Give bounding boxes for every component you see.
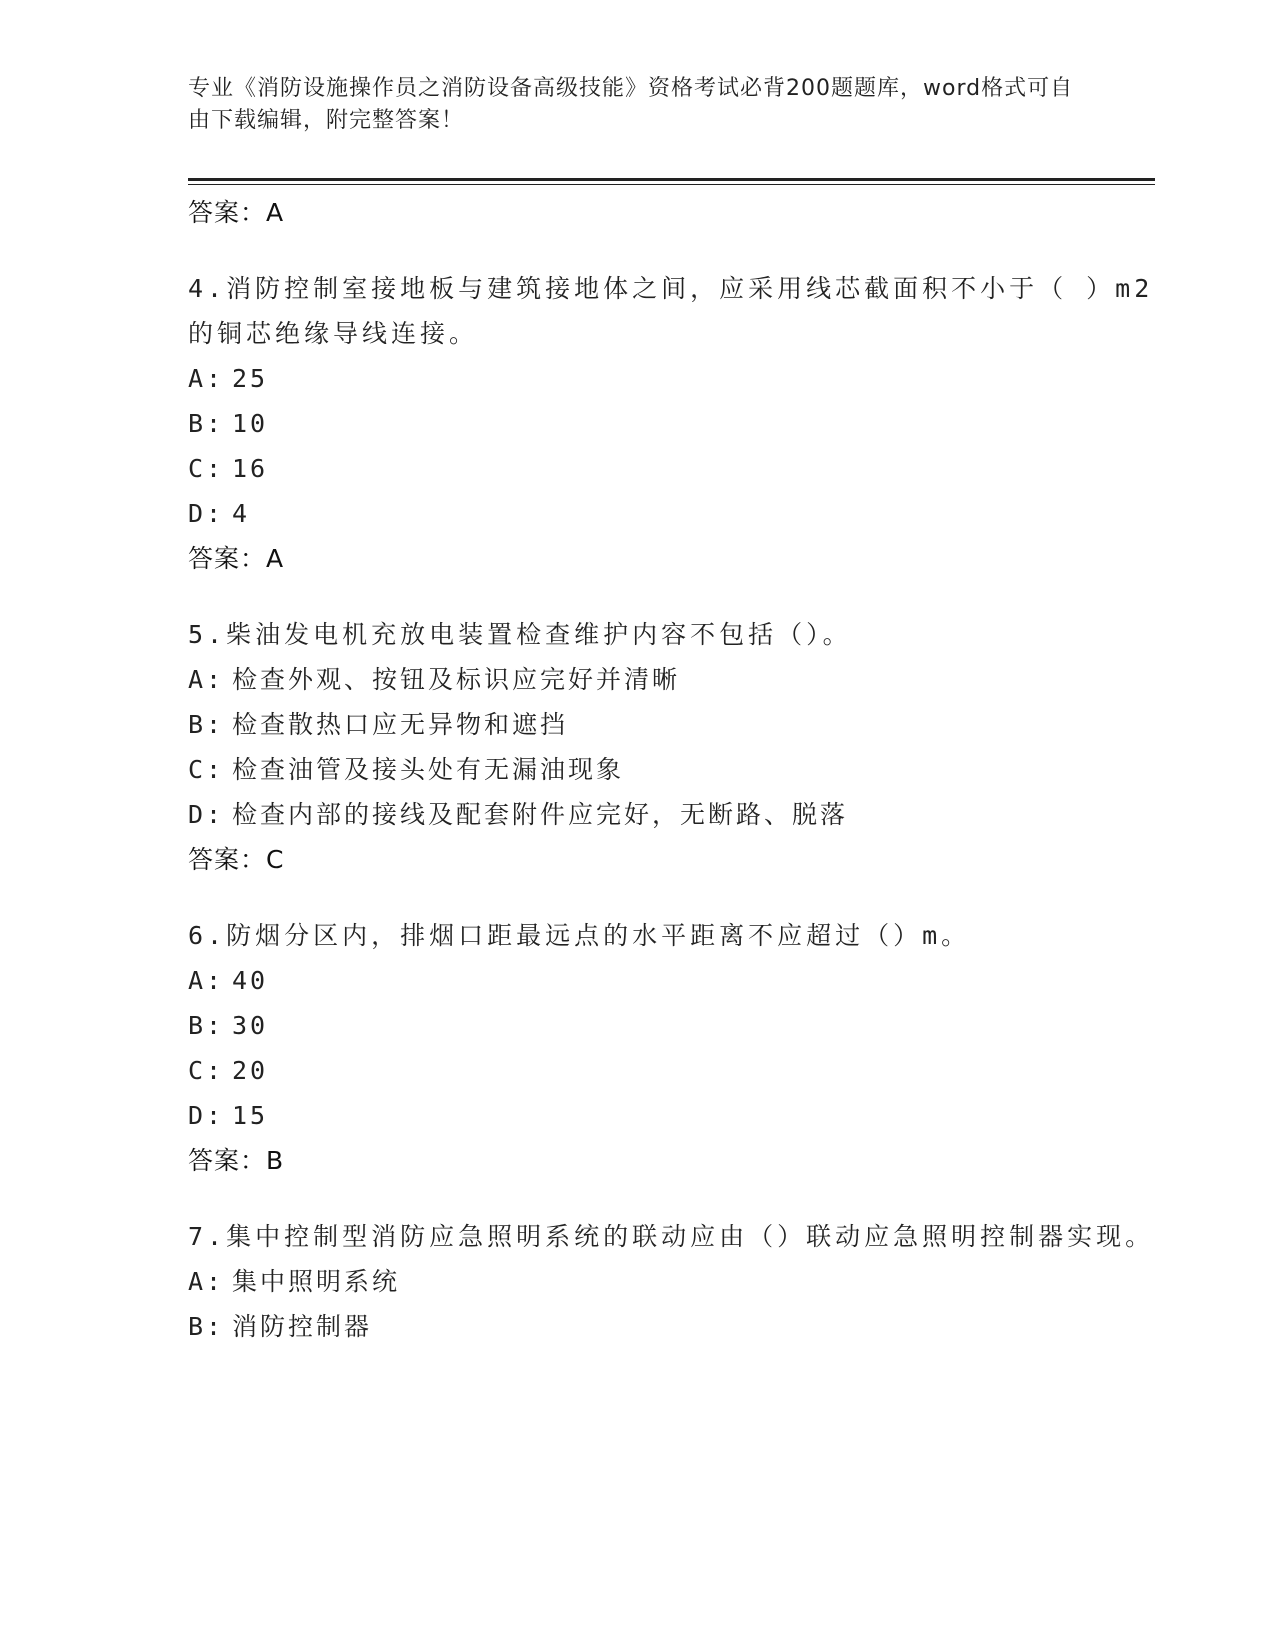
option-letter: B: (188, 409, 225, 438)
question-stem: 7.集中控制型消防应急照明系统的联动应由（）联动应急照明控制器实现。 (188, 1222, 1155, 1251)
option-text: 40 (232, 966, 269, 995)
option-text: 15 (232, 1101, 269, 1130)
question-4 (188, 266, 1155, 582)
option-text: 4 (232, 499, 251, 528)
option-d (188, 1093, 1155, 1138)
option-b (188, 401, 1155, 446)
option-d (188, 792, 1155, 837)
option-letter: A: (188, 364, 225, 393)
option-d (188, 491, 1155, 536)
option-a (188, 356, 1155, 401)
option-text: 检查内部的接线及配套附件应完好，无断路、脱落 (232, 800, 849, 829)
option-c (188, 446, 1155, 491)
option-letter: A: (188, 966, 225, 995)
option-letter: D: (188, 499, 225, 528)
answer-label: 答案：A (188, 544, 285, 573)
option-a (188, 657, 1155, 702)
header-divider-thin (188, 184, 1155, 185)
option-letter: C: (188, 755, 225, 784)
option-b (188, 702, 1155, 747)
option-letter: C: (188, 454, 225, 483)
option-text: 20 (232, 1056, 269, 1085)
answer-label: 答案：B (188, 1146, 285, 1175)
option-c (188, 747, 1155, 792)
option-c (188, 1048, 1155, 1093)
option-letter: B: (188, 1312, 225, 1341)
option-letter: A: (188, 665, 225, 694)
option-text: 消防控制器 (232, 1312, 373, 1341)
option-b (188, 1304, 1155, 1349)
option-a (188, 1259, 1155, 1304)
answer-label: 答案：C (188, 845, 285, 874)
question-stem: 5.柴油发电机充放电装置检查维护内容不包括（）。 (188, 620, 852, 649)
option-text: 16 (232, 454, 269, 483)
option-text: 检查散热口应无异物和遮挡 (232, 710, 569, 739)
option-letter: B: (188, 710, 225, 739)
question-6 (188, 913, 1155, 1184)
option-letter: C: (188, 1056, 225, 1085)
option-text: 10 (232, 409, 269, 438)
question-7 (188, 1214, 1155, 1349)
option-letter: B: (188, 1011, 225, 1040)
option-b (188, 1003, 1155, 1048)
question-stem: 6.防烟分区内，排烟口距最远点的水平距离不应超过（）m。 (188, 921, 971, 950)
option-letter: D: (188, 800, 225, 829)
option-text: 30 (232, 1011, 269, 1040)
answer-label: 答案：A (188, 198, 285, 227)
question-stem: 4.消防控制室接地板与建筑接地体之间，应采用线芯截面积不小于（ ）m2的铜芯绝缘导线连接。 (188, 274, 1154, 348)
question-list (188, 190, 1155, 1349)
option-a (188, 958, 1155, 1003)
option-text: 25 (232, 364, 269, 393)
option-letter: A: (188, 1267, 225, 1296)
option-text: 集中照明系统 (232, 1267, 401, 1296)
option-text: 检查油管及接头处有无漏油现象 (232, 755, 625, 784)
header-divider-thick (188, 178, 1155, 181)
option-letter: D: (188, 1101, 225, 1130)
question-5 (188, 612, 1155, 883)
document-header: 专业《消防设施操作员之消防设备高级技能》资格考试必背200题题库，word格式可自由下载编辑，附完整答案！ (188, 76, 1074, 133)
option-text: 检查外观、按钮及标识应完好并清晰 (232, 665, 681, 694)
